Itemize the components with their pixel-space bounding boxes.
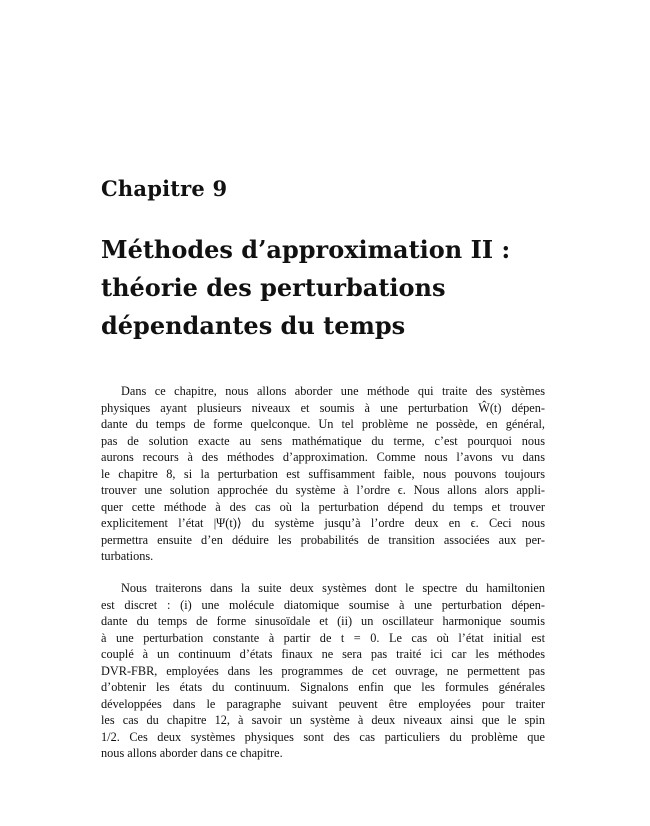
text-line: physiques ayant plusieurs niveaux et soumis à une perturbation Ŵ(t) dépen-: [101, 400, 545, 415]
text-line: Dans ce chapitre, nous allons aborder une méthode qui traite des systèmes: [121, 384, 545, 398]
text-line: d’obtenir les états du continuum. Signalons enfin que les formules générales: [101, 680, 545, 694]
text-line: trouver une solution approchée du système à l’ordre ϵ. Nous allons alors appli-: [101, 483, 545, 497]
chapter-title-line: Méthodes d’approximation II :: [101, 235, 511, 264]
text-line: aurons recours à des méthodes d’approximation. Comme nous l’avons vu dans: [101, 450, 545, 464]
chapter-title: [101, 231, 561, 345]
text-line: les cas du chapitre 12, à savoir un système à deux niveaux ainsi que le spin: [101, 713, 545, 727]
chapter-label: Chapitre 9: [101, 176, 228, 201]
paragraph-systems: [101, 580, 545, 762]
text-line: à une perturbation constante à partir de t = 0. Le cas où l’état initial est: [101, 630, 545, 645]
text-line: développées dans le paragraphe suivant peuvent être employées pour traiter: [101, 696, 545, 711]
paragraph-intro: [101, 383, 545, 565]
text-line: permettra ensuite d’en déduire les probabilités de transition associées aux per-: [101, 532, 545, 547]
text-line: explicitement l’état |Ψ(t)⟩ du système jusqu’à l’ordre deux en ϵ. Ceci nous: [101, 516, 545, 530]
text-line: nous allons aborder dans ce chapitre.: [101, 746, 283, 760]
chapter-title-line: théorie des perturbations: [101, 273, 446, 302]
text-line: turbations.: [101, 549, 154, 563]
text-line: couplé à un continuum d’états finaux ne sera pas traité ici car les méthodes: [101, 647, 545, 661]
text-line: quer cette méthode à des cas où la perturbation dépend du temps et trouver: [101, 499, 545, 514]
text-line: 1/2. Ces deux systèmes physiques sont des cas particuliers du problème que: [101, 729, 545, 744]
text-line: DVR-FBR, employées dans les programmes de cet ouvrage, ne permettent pas: [101, 663, 545, 678]
text-line: dante du temps de forme quelconque. Un tel problème ne possède, en général,: [101, 417, 545, 431]
text-line: Nous traiterons dans la suite deux systèmes dont le spectre du hamiltonien: [121, 581, 545, 595]
chapter-title-line: dépendantes du temps: [101, 311, 406, 340]
text-line: le chapitre 8, si la perturbation est suffisamment faible, nous pouvons toujours: [101, 466, 545, 481]
text-line: dante du temps de forme sinusoïdale et (ii) un oscillateur harmonique soumis: [101, 614, 545, 628]
text-line: pas de solution exacte au sens mathématique du terme, c’est pourquoi nous: [101, 433, 545, 448]
text-line: est discret : (i) une molécule diatomique soumise à une perturbation dépen-: [101, 597, 545, 612]
